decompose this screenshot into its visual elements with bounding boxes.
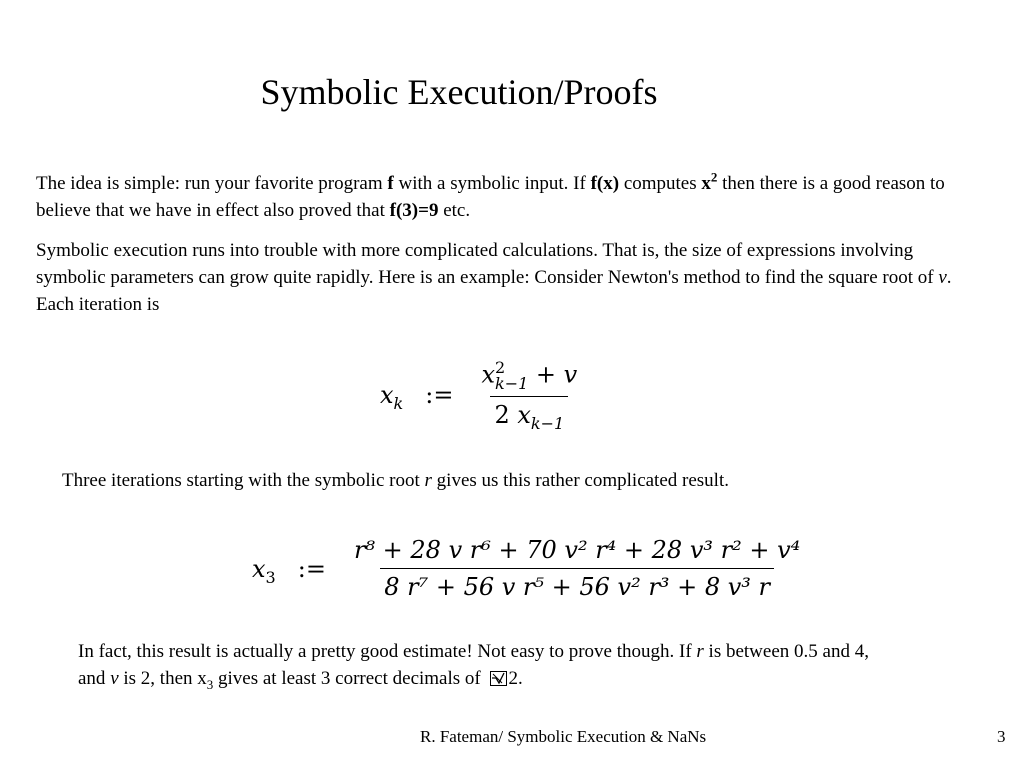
est-text-2: is between 0.5 and 4, and <box>78 641 869 689</box>
eq2-lhs-var: x <box>252 554 266 583</box>
eq2-assign: := <box>297 554 326 583</box>
eq1-num-scripts <box>495 360 528 392</box>
page-number: 3 <box>997 727 1006 746</box>
exponent-2: 2 <box>710 169 718 185</box>
eq1-assign: := <box>425 380 454 409</box>
intro-text-2: with a symbolic input. If <box>393 173 591 194</box>
var-v-2: v <box>110 668 119 689</box>
eq1-lhs-sub: k <box>393 393 404 413</box>
f-of-x: f(x) <box>590 173 620 194</box>
iter-text-2: gives us this rather complicated result. <box>431 470 729 491</box>
eq1-lhs <box>380 380 404 413</box>
eq2-lhs-sub: 3 <box>265 567 276 587</box>
eq2-denominator: 8 r⁷ + 56 v r⁵ + 56 v² r³ + 8 v³ r <box>380 568 774 601</box>
eq1-fraction <box>477 358 581 433</box>
eq2-fraction <box>350 536 804 601</box>
x-squared <box>701 169 718 194</box>
program-f: f <box>387 173 394 194</box>
intro-text-1: The idea is simple: run your favorite program <box>36 173 388 194</box>
eq1-den-sub: k−1 <box>530 413 565 433</box>
eq1-num-var: x <box>481 360 495 389</box>
three-iterations-paragraph <box>62 467 729 494</box>
est-text-4: gives at least 3 correct decimals of <box>213 668 486 689</box>
eq1-lhs-var: x <box>380 380 394 409</box>
var-r: r <box>424 470 432 491</box>
slide-footer: R. Fateman/ Symbolic Execution & NaNs <box>420 727 707 746</box>
eq1-num-rest: + v <box>528 360 578 389</box>
symbolic-trouble-paragraph <box>36 237 976 318</box>
trouble-text-2: . Each iteration is <box>36 267 952 315</box>
eq1-num-sup: 2 <box>495 358 506 377</box>
newton-iteration-equation <box>380 358 581 433</box>
intro-paragraph <box>36 170 976 224</box>
eq2-numerator: r⁸ + 28 v r⁶ + 70 v² r⁴ + 28 v³ r² + v⁴ <box>353 536 801 564</box>
eq1-numerator <box>477 360 581 396</box>
intro-text-4: then there is a good reason to believe that we have in effect also proved that <box>36 173 945 221</box>
intro-text-3: computes <box>619 173 702 194</box>
est-text-1: In fact, this result is actually a pretty good estimate! Not easy to prove though. If <box>78 641 697 662</box>
trouble-text-1: Symbolic execution runs into trouble with more complicated calculations. That is, the size of expressions involving symbolic parameters can grow quite rapidly. Here is an example: Consider Newton's method to find the square root of <box>36 240 939 288</box>
f-3-equals-9: f(3)=9 <box>389 200 439 221</box>
est-text-5: 2. <box>508 668 523 689</box>
subscript-3: 3 <box>206 676 214 692</box>
iter-text-1: Three iterations starting with the symbolic root <box>62 470 425 491</box>
x-base: x <box>701 173 711 194</box>
slide-title: Symbolic Execution/Proofs <box>260 72 658 112</box>
var-v: v <box>938 267 947 288</box>
intro-text-5: etc. <box>438 200 471 221</box>
eq1-denominator <box>490 396 568 433</box>
square-root-glyph-icon <box>490 671 507 686</box>
eq1-den-var: x <box>517 401 531 429</box>
estimate-paragraph <box>78 638 878 692</box>
var-r-2: r <box>696 641 704 662</box>
eq1-num-sub: k−1 <box>495 374 529 393</box>
eq2-lhs <box>252 554 276 587</box>
three-iteration-result-equation <box>252 536 804 601</box>
eq1-den-coef: 2 <box>494 401 518 429</box>
est-text-3: is 2, then x <box>118 668 207 689</box>
